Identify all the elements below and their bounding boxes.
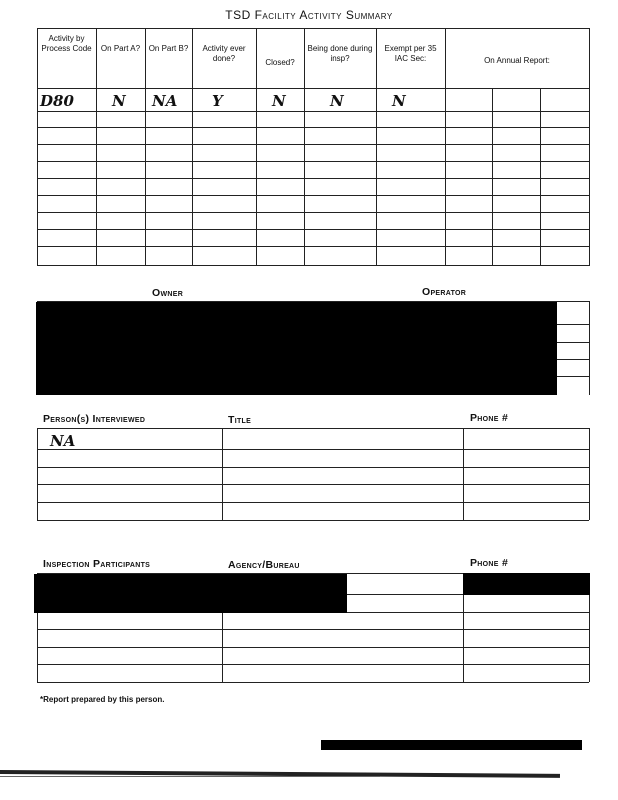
table-row-line — [37, 178, 589, 179]
interview-col-line — [37, 428, 38, 520]
header-being-done: Being done during insp? — [307, 44, 373, 63]
table-header-bottom — [37, 88, 589, 89]
table-row-line — [37, 111, 589, 112]
header-part-b: On Part B? — [148, 44, 189, 53]
header-annual-report: On Annual Report: — [484, 56, 550, 65]
table-row-line — [37, 127, 589, 128]
owner-row-line — [556, 324, 589, 325]
interview-row-line — [37, 484, 589, 485]
table-col-line — [492, 88, 493, 266]
owner-row-line — [556, 359, 589, 360]
header-process-code: Activity by Process Code — [41, 34, 92, 53]
interviewed-name: NA — [50, 432, 76, 450]
cell-exempt: N — [392, 92, 406, 110]
owner-row-line — [556, 376, 589, 377]
footnote: *Report prepared by this person. — [40, 695, 165, 704]
table-col-line — [540, 88, 541, 266]
participant-row-line — [37, 629, 589, 630]
participant-phone-label: Phone # — [470, 557, 509, 569]
table-col-line — [589, 28, 590, 266]
agency-bureau-label: Agency/Bureau — [228, 559, 300, 571]
interview-row-line — [37, 449, 589, 450]
participant-row-line — [37, 682, 589, 683]
interview-col-line — [222, 428, 223, 520]
table-row-line — [37, 246, 589, 247]
cell-being-done: N — [330, 92, 344, 110]
participant-row-line — [37, 664, 589, 665]
table-row-line — [37, 229, 589, 230]
interview-row-line — [37, 428, 589, 429]
table-row-line — [37, 195, 589, 196]
participant-redaction — [34, 574, 347, 613]
participant-row-line — [37, 647, 589, 648]
table-border-bottom — [37, 265, 589, 266]
page-title: TSD Facility Activity Summary — [225, 8, 393, 22]
owner-row-line — [556, 342, 589, 343]
header-ever-done: Activity ever done? — [202, 44, 246, 63]
phone-label: Phone # — [470, 412, 509, 424]
table-col-line — [37, 28, 38, 266]
owner-label: Owner — [152, 287, 184, 299]
table-row-line — [37, 144, 589, 145]
cell-closed: N — [272, 92, 286, 110]
cell-process-code: D80 — [40, 92, 74, 110]
scan-edge-line — [0, 776, 380, 777]
interview-col-line — [589, 428, 590, 520]
participant-phone-redaction — [463, 573, 590, 595]
cell-part-a: N — [112, 92, 126, 110]
owner-section-right — [589, 301, 590, 395]
interview-row-line — [37, 520, 589, 521]
header-part-a: On Part A? — [100, 44, 141, 53]
table-col-line — [145, 28, 146, 266]
signature-redaction — [321, 740, 582, 750]
cell-ever-done: Y — [212, 92, 223, 110]
cell-part-b: NA — [152, 92, 178, 110]
persons-interviewed-label: Person(s) Interviewed — [43, 413, 146, 425]
interview-row-line — [37, 467, 589, 468]
interview-row-line — [37, 502, 589, 503]
table-border-top — [37, 28, 589, 29]
table-col-line — [96, 28, 97, 266]
table-row-line — [37, 161, 589, 162]
inspection-participants-label: Inspection Participants — [43, 558, 151, 570]
operator-label: Operator — [422, 286, 467, 298]
header-closed: Closed? — [265, 58, 295, 67]
owner-operator-redaction — [36, 302, 557, 395]
header-exempt: Exempt per 35 IAC Sec: — [384, 44, 437, 63]
interview-col-line — [463, 428, 464, 520]
table-row-line — [37, 212, 589, 213]
title-label: Title — [228, 414, 252, 426]
